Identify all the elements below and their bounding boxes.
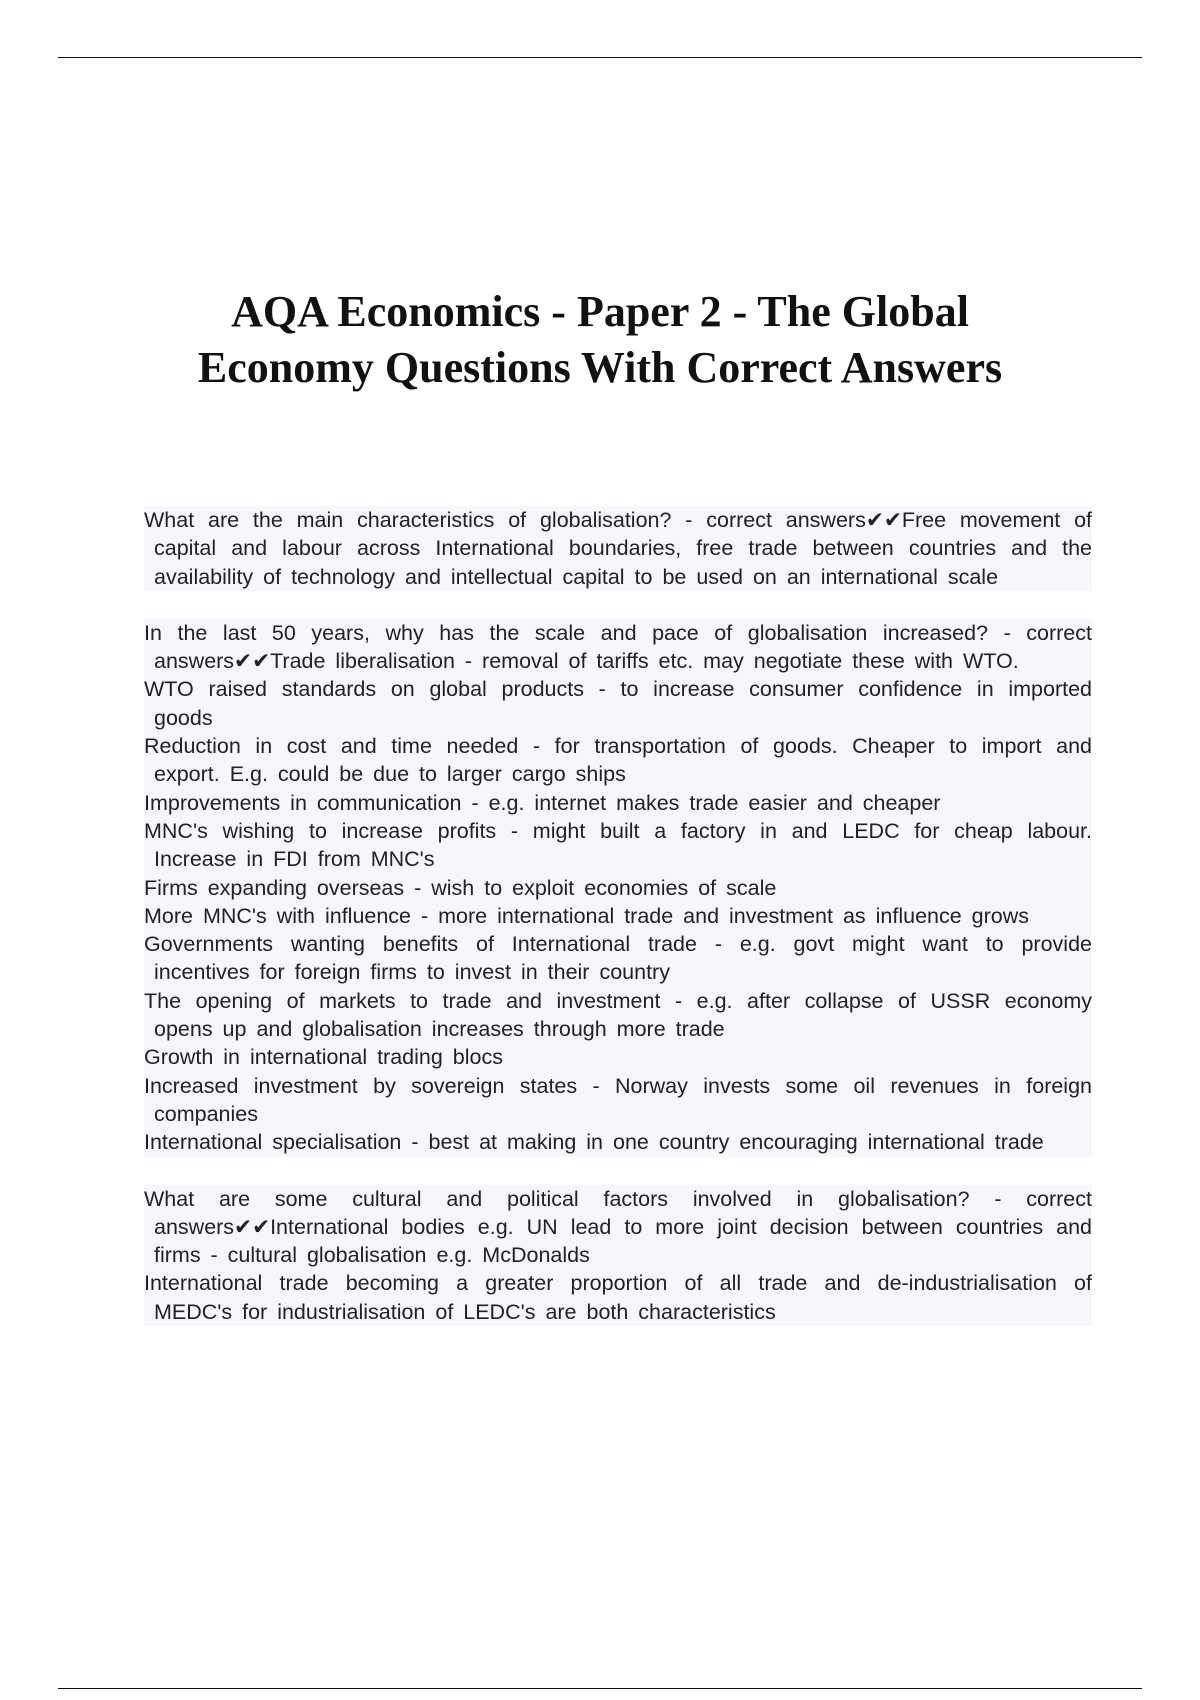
qa-entry: More MNC's with influence - more international trade and investment as influence grows <box>144 902 1092 930</box>
qa-entry: MNC's wishing to increase profits - might built a factory in and LEDC for cheap labour. Increase in FDI from MNC's <box>144 817 1092 874</box>
block-spacer <box>144 1157 1092 1185</box>
qa-entry: WTO raised standards on global products - to increase consumer confidence in imported goods <box>144 675 1092 732</box>
qa-entry: What are some cultural and political factors involved in globalisation? - correct answers✔✔International bodies e.g. UN lead to more joint decision between countries and firms - cultural globalisation e.g. McDonalds <box>144 1185 1092 1270</box>
header-rule <box>58 57 1142 58</box>
qa-entry: International specialisation - best at making in one country encouraging international trade <box>144 1128 1092 1156</box>
qa-block <box>144 1185 1092 1326</box>
title-line-2: Economy Questions With Correct Answers <box>197 343 1003 392</box>
block-spacer <box>144 591 1092 619</box>
qa-entry: Reduction in cost and time needed - for transportation of goods. Cheaper to import and export. E.g. could be due to larger cargo ships <box>144 732 1092 789</box>
qa-entry: Improvements in communication - e.g. internet makes trade easier and cheaper <box>144 789 1092 817</box>
qa-entry: What are the main characteristics of globalisation? - correct answers✔✔Free movement of capital and labour across International boundaries, free trade between countries and the availability of technology and intellectual capital to be used on an international scale <box>144 506 1092 591</box>
footer-rule <box>58 1688 1142 1689</box>
qa-entry: International trade becoming a greater proportion of all trade and de-industrialisation of MEDC's for industrialisation of LEDC's are both characteristics <box>144 1269 1092 1326</box>
qa-entry: Firms expanding overseas - wish to exploit economies of scale <box>144 874 1092 902</box>
qa-content <box>144 506 1092 1326</box>
qa-block <box>144 506 1092 591</box>
qa-entry: Governments wanting benefits of International trade - e.g. govt might want to provide incentives for foreign firms to invest in their country <box>144 930 1092 987</box>
title-line-1: AQA Economics - Paper 2 - The Global <box>231 287 969 336</box>
qa-block <box>144 619 1092 1157</box>
qa-entry: Growth in international trading blocs <box>144 1043 1092 1071</box>
qa-entry: Increased investment by sovereign states - Norway invests some oil revenues in foreign companies <box>144 1072 1092 1129</box>
qa-entry: In the last 50 years, why has the scale and pace of globalisation increased? - correct answers✔✔Trade liberalisation - removal of tariffs etc. may negotiate these with WTO. <box>144 619 1092 676</box>
document-title <box>100 284 1100 396</box>
qa-entry: The opening of markets to trade and investment - e.g. after collapse of USSR economy opens up and globalisation increases through more trade <box>144 987 1092 1044</box>
